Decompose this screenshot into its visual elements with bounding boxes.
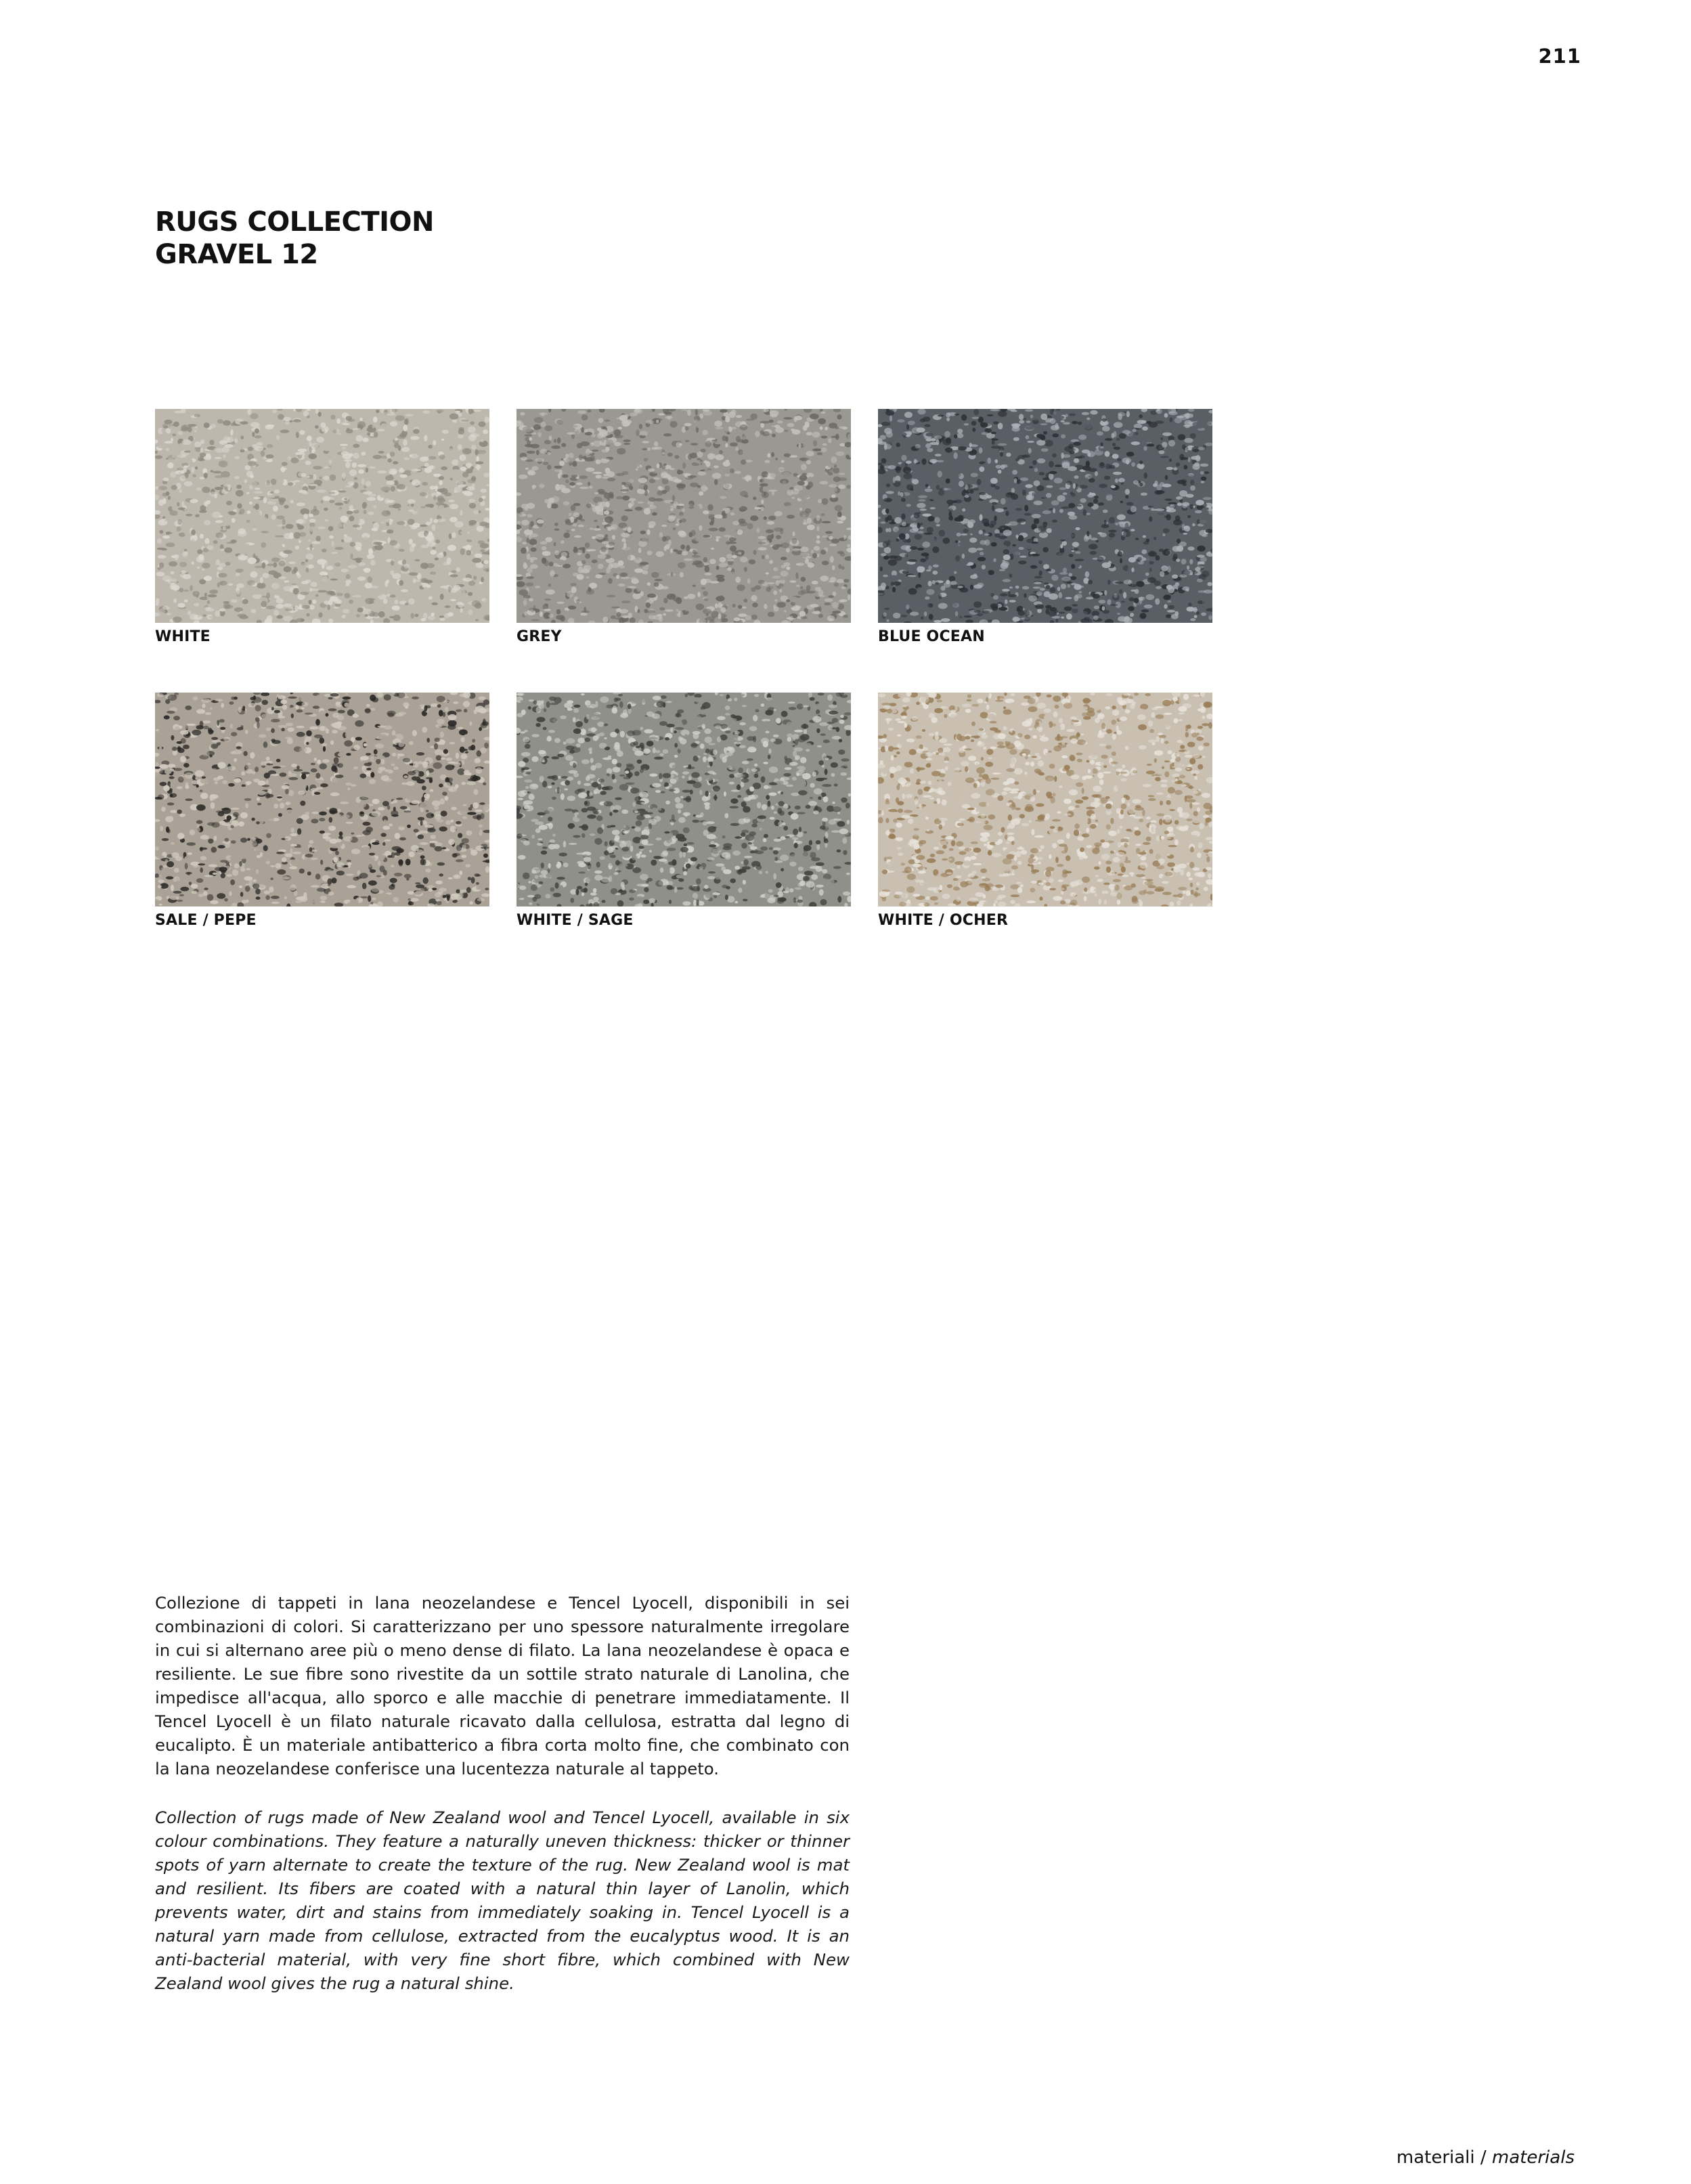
swatch-texture-blue-ocean (878, 409, 1212, 623)
swatch-texture-white (155, 409, 489, 623)
swatch-grey (517, 409, 851, 645)
swatch-label-white-sage: WHITE / SAGE (517, 912, 634, 929)
swatch-label-sale-pepe: SALE / PEPE (155, 912, 257, 929)
swatch-label-white-ocher: WHITE / OCHER (878, 912, 1009, 929)
footer-label-italian: materiali / (1396, 2147, 1492, 2168)
swatch-sale-pepe (155, 693, 489, 929)
description-english: Collection of rugs made of New Zealand wool and Tencel Lyocell, available in six colour combinations. They feature a naturally uneven thickness: thicker or thinner spots of yarn alternate to create the texture of the rug. New Zealand wool is mat and resilient. Its fibers are coated with a natural thin layer of Lanolin, which prevents water, dirt and stains from immediately soaking in. Tencel Lyocell is a natural yarn made from cellulose, extracted from the eucalyptus wood. It is an anti-bacterial material, with very fine short fibre, which combined with New Zealand wool gives the rug a natural shine. (155, 1808, 850, 1993)
swatch-white-ocher (878, 693, 1212, 929)
swatch-texture-white-sage (517, 693, 851, 907)
page-title (155, 206, 434, 271)
page-number: 211 (1538, 45, 1581, 68)
description-italian: Collezione di tappeti in lana neozelandese e Tencel Lyocell, disponibili in sei combinazioni di colori. Si caratterizzano per uno spessore naturalmente irregolare in cui si alternano aree più o meno dense di filato. La lana neozelandese è opaca e resiliente. Le sue fibre sono rivestite da un sottile strato naturale di Lanolina, che impedisce all'acqua, allo sporco e alle macchie di penetrare immediatamente. Il Tencel Lyocell è un filato naturale ricavato dalla cellulosa, estratta dal legno di eucalipto. È un materiale antibatterico a fibra corta molto fine, che combinato con la lana neozelandese conferisce una lucentezza naturale al tappeto. (155, 1593, 850, 1778)
swatch-blue-ocean (878, 409, 1212, 645)
swatch-label-blue-ocean: BLUE OCEAN (878, 628, 985, 645)
title-line-collection: RUGS COLLECTION (155, 206, 435, 238)
swatch-texture-white-ocher (878, 693, 1212, 907)
swatch-label-grey: GREY (517, 628, 562, 645)
footer-label-english: materials (1491, 2147, 1575, 2168)
swatch-label-white: WHITE (155, 628, 211, 645)
swatch-texture-grey (517, 409, 851, 623)
swatch-texture-sale-pepe (155, 693, 489, 907)
footer-section-label (1397, 2147, 1575, 2168)
title-line-product: GRAVEL 12 (155, 239, 318, 270)
swatch-white (155, 409, 489, 645)
swatch-white-sage (517, 693, 851, 929)
